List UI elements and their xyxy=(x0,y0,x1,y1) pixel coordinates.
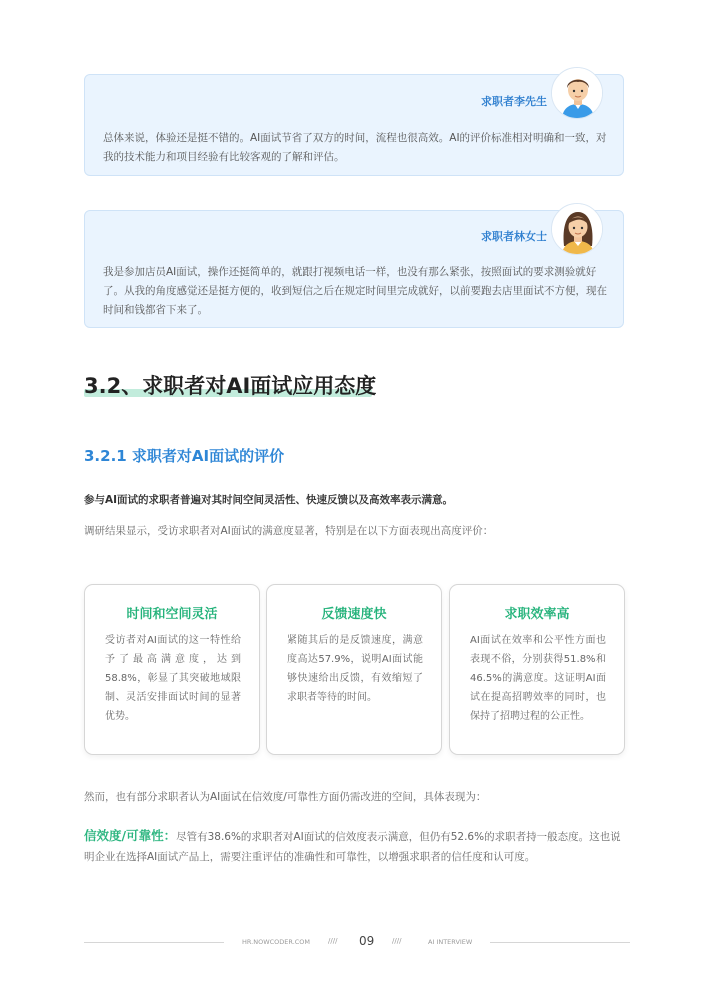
intro-paragraph: 然而，也有部分求职者认为AI面试在信效度/可靠性方面仍需改进的空间，具体表现为： xyxy=(84,791,487,803)
footer-divider-left xyxy=(84,942,224,943)
testimonial-text: 总体来说，体验还是挺不错的。AI面试节省了双方的时间，流程也很高效。AI的评价标准相对明确和一致，对我的技术能力和项目经验有比较客观的了解和评估。 xyxy=(103,132,607,163)
female-avatar-icon xyxy=(551,203,603,255)
reliability-paragraph xyxy=(84,826,628,867)
feature-text: 受访者对AI面试的这一特性给予了最高满意度，达到58.8%，彰显了其突破地域限制、灵活安排面试时间的显著优势。 xyxy=(105,635,241,722)
footer-slash-left: //// xyxy=(328,937,338,945)
feature-title: 求职效率高 xyxy=(504,607,570,622)
reliability-body: 尽管有38.6%的求职者对AI面试的信效度表示满意，但仍有52.6%的求职者持一般态度。这也说明企业在选择AI面试产品上，需要注重评估的准确性和可靠性，以增强求职者的信任度和认可度。 xyxy=(84,831,621,863)
male-avatar-icon xyxy=(551,67,603,119)
lead-bold-text: 参与AI面试的求职者普遍对其时间空间灵活性、快速反馈以及高效率表示满意。 xyxy=(84,494,454,506)
testimonial-name: 求职者李先生 xyxy=(481,95,547,108)
section-title: 3.2、求职者对AI面试应用态度 xyxy=(84,374,377,398)
footer-slash-right: //// xyxy=(392,937,402,945)
page-number: 09 xyxy=(359,934,375,948)
feature-text: AI面试在效率和公平性方面也表现不俗，分别获得51.8%和46.5%的满意度。这证明AI面试在提高招聘效率的同时，也保持了招聘过程的公正性。 xyxy=(470,635,606,722)
feature-card-efficiency xyxy=(449,584,625,755)
footer-divider-right xyxy=(490,942,630,943)
testimonial-card xyxy=(84,74,624,176)
feature-card-flexibility xyxy=(84,584,260,755)
testimonial-card xyxy=(84,210,624,328)
feature-title: 时间和空间灵活 xyxy=(126,607,218,622)
feature-card-feedback xyxy=(266,584,442,755)
footer-site: HR.NOWCODER.COM xyxy=(242,938,311,946)
lead-text: 调研结果显示，受访求职者对AI面试的满意度显著，特别是在以下方面表现出高度评价： xyxy=(84,525,494,537)
testimonial-name: 求职者林女士 xyxy=(481,230,547,243)
section-subtitle: 3.2.1 求职者对AI面试的评价 xyxy=(84,447,285,465)
reliability-keyword: 信效度/可靠性： xyxy=(84,828,177,843)
feature-title: 反馈速度快 xyxy=(321,607,387,622)
feature-text: 紧随其后的是反馈速度，满意度高达57.9%，说明AI面试能够快速给出反馈，有效缩短了求职者等待的时间。 xyxy=(287,635,423,703)
testimonial-text: 我是参加店员AI面试，操作还挺简单的，就跟打视频电话一样，也没有那么紧张，按照面试的要求测验就好了。从我的角度感觉还是挺方便的，收到短信之后在规定时间里完成就好，以前要跑去店里面试不方便，现在时间和钱都省下来了。 xyxy=(103,266,607,316)
footer-tag: AI INTERVIEW xyxy=(428,938,473,946)
